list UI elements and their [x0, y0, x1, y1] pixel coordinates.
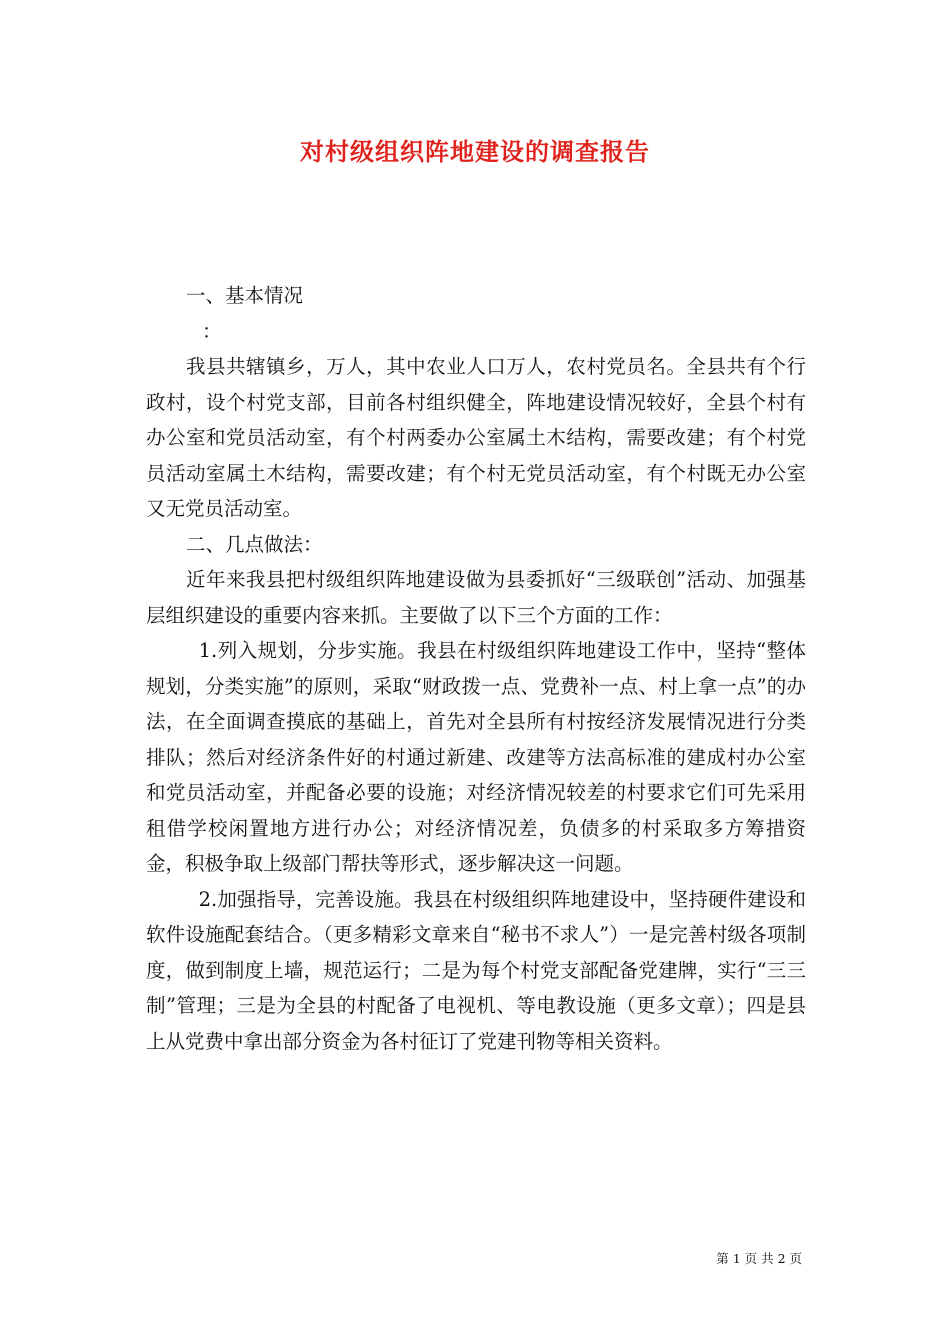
section-heading-colon: ： — [202, 319, 222, 343]
paragraph-item-planning: 1.列入规划，分步实施。我县在村级组织阵地建设工作中，坚持“整体规划，分类实施”的原则，采取“财政拨一点、党费补一点、村上拿一点”的办法，在全面调查摸底的基础上，首先对全县所有村按经济发展情况进行分类排队；然后对经济条件好的村通过新建、改建等方法高标准的建成村办公室和党员活动室，并配备必要的设施；对经济情况较差的村要求它们可先采用租借学校闲置地方进行办公；对经济情况差，负债多的村采取多方筹措资金，积极争取上级部门帮扶等形式，逐步解决这一问题。 — [146, 639, 806, 875]
paragraph-practices-intro: 近年来我县把村级组织阵地建设做为县委抓好“三级联创”活动、加强基层组织建设的重要内容来抓。主要做了以下三个方面的工作： — [146, 568, 806, 627]
document-title: 对村级组织阵地建设的调查报告 — [300, 137, 650, 166]
paragraph-basic-situation: 我县共辖镇乡，万人，其中农业人口万人，农村党员名。全县共有个行政村，设个村党支部，目前各村组织健全，阵地建设情况较好，全县个村有办公室和党员活动室，有个村两委办公室属土木结构，需要改建；有个村党员活动室属土木结构，需要改建；有个村无党员活动室，有个村既无办公室又无党员活动室。 — [146, 355, 806, 520]
paragraph-item-guidance: 2.加强指导，完善设施。我县在村级组织阵地建设中，坚持硬件建设和软件设施配套结合。（更多精彩文章来自“秘书不求人”）一是完善村级各项制度，做到制度上墙，规范运行；二是为每个村党支部配备党建牌，实行“三三制”管理；三是为全县的村配备了电视机、等电教设施（更多文章）；四是县上从党费中拿出部分资金为各村征订了党建刊物等相关资料。 — [146, 887, 806, 1053]
section-heading-basic-situation: 一、基本情况 — [185, 284, 303, 307]
document-body — [146, 278, 806, 1059]
page-number: 第 1 页 共 2 页 — [716, 1251, 802, 1266]
section-heading-practices: 二、几点做法： — [185, 532, 323, 556]
